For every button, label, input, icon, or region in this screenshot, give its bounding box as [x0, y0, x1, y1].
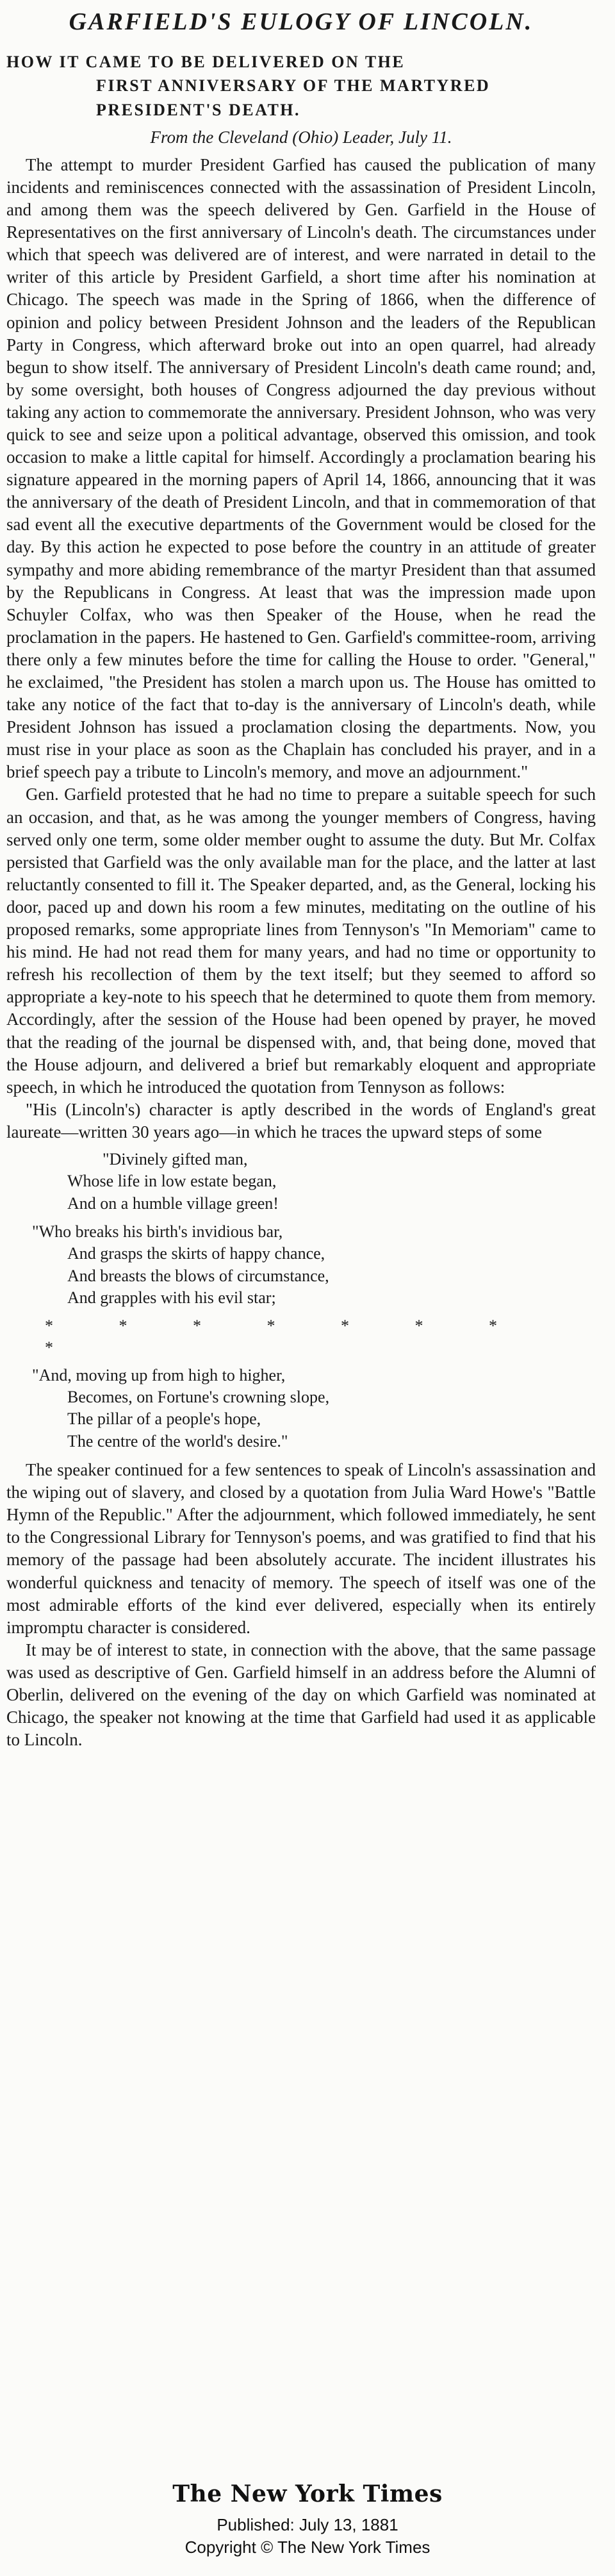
poem-line: And breasts the blows of circumstance,: [67, 1266, 329, 1285]
poem-line: "Divinely gifted man,: [102, 1149, 248, 1168]
poem-stanza-2: [6, 1221, 596, 1309]
poem-line: "And, moving up from high to higher,: [32, 1365, 286, 1384]
poem-line: The pillar of a people's hope,: [67, 1409, 261, 1429]
poem-line: And grasps the skirts of happy chance,: [67, 1244, 325, 1263]
published-date: Published: July 13, 1881: [217, 2515, 398, 2534]
article-body: [6, 154, 596, 1751]
poem-line: And on a humble village green!: [67, 1193, 279, 1213]
deck-line-3: PRESIDENT'S DEATH.: [96, 101, 301, 120]
poem-line: Becomes, on Fortune's crowning slope,: [67, 1388, 330, 1407]
tennyson-quotation: [6, 1149, 596, 1452]
headline: GARFIELD'S EULOGY OF LINCOLN.: [69, 8, 534, 35]
poem-stanza-3: [6, 1365, 596, 1452]
stars-divider: * * * * * * * *: [45, 1317, 528, 1358]
poem-line: The centre of the world's desire.": [67, 1431, 288, 1450]
poem-line: "Who breaks his birth's invidious bar,: [32, 1222, 283, 1241]
paragraph-4: The speaker continued for a few sentences to speak of Lincoln's assassination and the wiping out of slavery, and closed by a quotation from Julia Ward Howe's "Battle Hymn of the Republic." After the adjournment, which followed immediately, he sent to the Congressional Library for Tennyson's poems, and was gratified to find that his memory of the passage had been absolutely accurate. The incident illustrates his wonderful quickness and tenacity of memory. The speech of itself was one of the most admirable efforts of the kind ever delivered, especially when its entirely impromptu character is considered.: [6, 1460, 596, 1637]
source-line: From the Cleveland (Ohio) Leader, July 11.: [150, 127, 452, 147]
paragraph-1: The attempt to murder President Garfied has caused the publication of many incidents and reminiscences connected with the assassination of President Lincoln, and among them was the speech delivered by Gen. Garfield in the House of Representatives on the first anniversary of Lincoln's death. The circumstances under which that speech was delivered are of interest, and were narrated in detail to the writer of this article by President Garfield, a short time after his nomination at Chicago. The speech was made in the Spring of 1866, when the difference of opinion and policy between President Johnson and the leaders of the Republican Party in Congress, which afterward broke out into an open quarrel, had already begun to show itself. The anniversary of President Lincoln's death came round; and, by some oversight, both houses of Congress adjourned the day previous without taking any action to commemorate the anniversary. President Johnson, who was very quick to see and seize upon a political advantage, observed this omission, and took occasion to make a little capital for himself. Accordingly a proclamation bearing his signature appeared in the morning papers of April 14, 1866, announcing that it was the anniversary of the death of President Lincoln, and that in commemoration of that sad event all the executive departments of the Government would be closed for the day. By this action he expected to pose before the country in an attitude of greater sympathy and more abiding remembrance of the martyr President than that assumed by the Republicans in Congress. At least that was the impression made upon Schuyler Colfax, who was then Speaker of the House, when he read the proclamation in the papers. He hastened to Gen. Garfield's committee-room, arriving there only a few minutes before the time for calling the House to order. "General," he exclaimed, "the President has stolen a march upon us. The House has omitted to take any notice of the fact that to-day is the anniversary of Lincoln's death, while President Johnson has issued a proclamation closing the departments. Now, you must rise in your place as soon as the Chaplain has concluded his prayer, and in a brief speech pay a tribute to Lincoln's memory, and move an adjournment.": [6, 154, 596, 782]
deck-line-1: HOW IT CAME TO BE DELIVERED ON THE: [6, 52, 406, 71]
paragraph-2: Gen. Garfield protested that he had no time to prepare a suitable speech for such an occasion, and that, as he was among the younger members of Congress, having served only one term, some older member ought to assume the duty. But Mr. Colfax persisted that Garfield was the only available man for the place, and the latter at last reluctantly consented to fill it. The Speaker departed, and, as the General, locking his door, paced up and down his room a few minutes, meditating on the outline of his proposed remarks, some appropriate lines from Tennyson's "In Memoriam" came to his mind. He had not read them for many years, and had no time or opportunity to refresh his recollection of them by the text itself; but they seemed to afford so appropriate a key-note to his speech that he determined to quote them from memory. Accordingly, after the session of the House had been opened by prayer, he moved that the reading of the journal be dispensed with, and, that being done, moved that the House adjourn, and delivered a brief but remarkably eloquent and appropriate speech, in which he introduced the quotation from Tennyson as follows:: [6, 785, 596, 1097]
footer: [0, 2480, 615, 2559]
deck-line-2: FIRST ANNIVERSARY OF THE MARTYRED: [96, 76, 491, 96]
poem-line: And grapples with his evil star;: [67, 1288, 276, 1307]
nyt-logo: The New York Times: [172, 2480, 443, 2507]
paragraph-5: It may be of interest to state, in connection with the above, that the same passage was used as descriptive of Gen. Garfield himself in an address before the Alumni of Oberlin, delivered on the evening of the day on which Garfield was nominated at Chicago, the speaker not knowing at the time that Garfield had used it as applicable to Lincoln.: [6, 1640, 596, 1750]
poem-stanza-1: [6, 1149, 596, 1215]
article-column: [6, 9, 596, 1751]
deck: [6, 50, 596, 122]
poem-line: Whose life in low estate began,: [67, 1172, 277, 1191]
paragraph-3: "His (Lincoln's) character is aptly described in the words of England's great laureate—written 30 years ago—in which he traces the upward steps of some: [6, 1099, 596, 1142]
copyright-notice: Copyright © The New York Times: [184, 2538, 430, 2557]
